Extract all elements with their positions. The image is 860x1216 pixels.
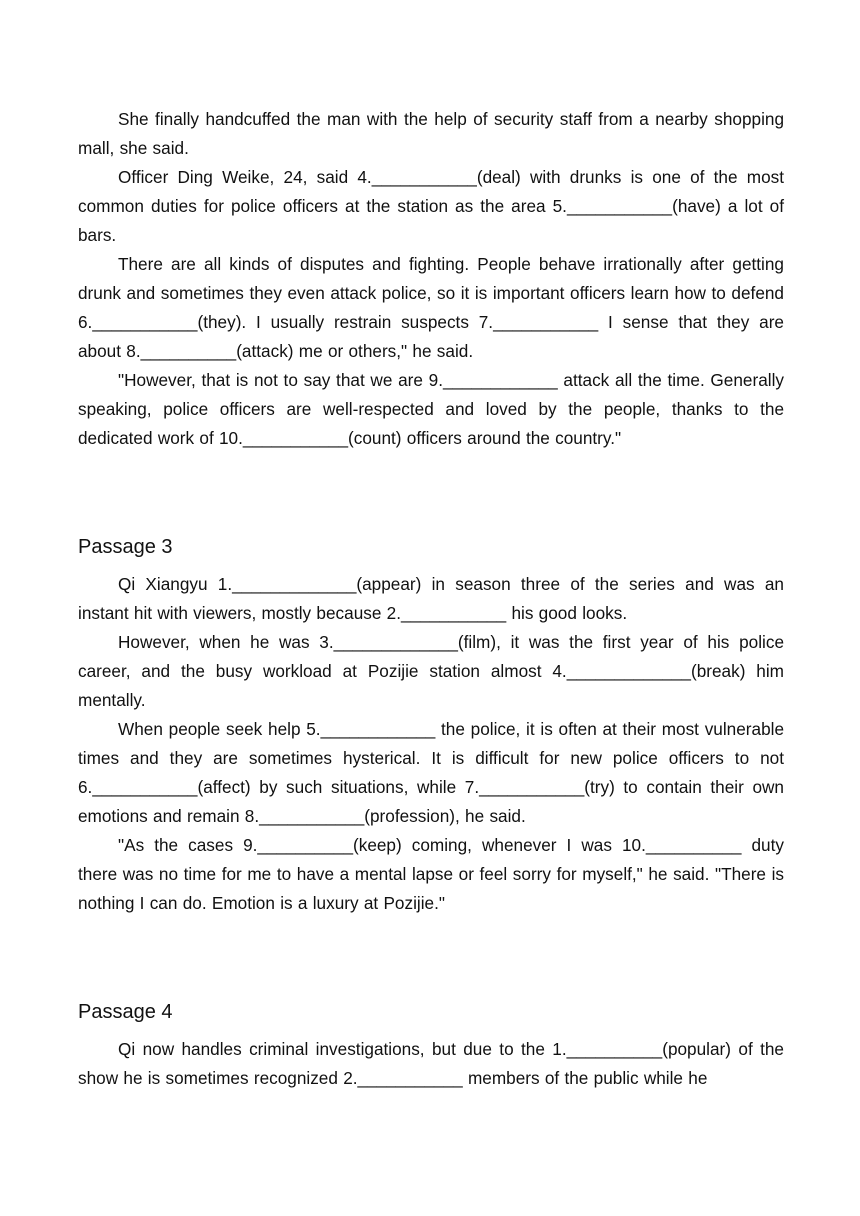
paragraph: When people seek help 5.____________ the police, it is often at their most vulnerable times and they are sometimes hysterical. It is difficult for new police officers to not 6.___________(affect) by such situations, while 7.___________(try) to contain their own emotions and remain 8.___________(profession), he said. — [78, 719, 784, 826]
document-page — [78, 105, 784, 1093]
paragraph: "As the cases 9.__________(keep) coming, whenever I was 10.__________ duty there was no time for me to have a mental lapse or feel sorry for myself," he said. "There is nothing I can do. Emotion is a luxury at Pozijie." — [78, 835, 784, 913]
passage-4-heading: Passage 4 — [78, 1001, 173, 1023]
passage-4 — [78, 998, 784, 1093]
paragraph: There are all kinds of disputes and fighting. People behave irrationally after getting drunk and sometimes they even attack police, so it is important officers learn how to defend 6.___________(they). I usually restrain suspects 7.___________ I sense that they are about 8.__________(attack) me or others," he said. — [78, 254, 784, 361]
paragraph: Qi now handles criminal investigations, but due to the 1.__________(popular) of the show he is sometimes recognized 2.___________ members of the public while he — [78, 1039, 784, 1088]
paragraph: "However, that is not to say that we are 9.____________ attack all the time. Generally speaking, police officers are well-respected and loved by the people, thanks to the dedicated work of 10.___________(count) officers around the country." — [78, 370, 784, 448]
paragraph: Qi Xiangyu 1._____________(appear) in season three of the series and was an instant hit with viewers, mostly because 2.___________ his good looks. — [78, 574, 784, 623]
passage-3 — [78, 533, 784, 918]
paragraph: Officer Ding Weike, 24, said 4.___________(deal) with drunks is one of the most common duties for police officers at the station as the area 5.___________(have) a lot of bars. — [78, 167, 784, 245]
passage-2-continuation — [78, 105, 784, 453]
paragraph: However, when he was 3._____________(film), it was the first year of his police career, and the busy workload at Pozijie station almost 4._____________(break) him mentally. — [78, 632, 784, 710]
passage-3-heading: Passage 3 — [78, 536, 173, 558]
paragraph: She finally handcuffed the man with the help of security staff from a nearby shopping mall, she said. — [78, 109, 784, 158]
